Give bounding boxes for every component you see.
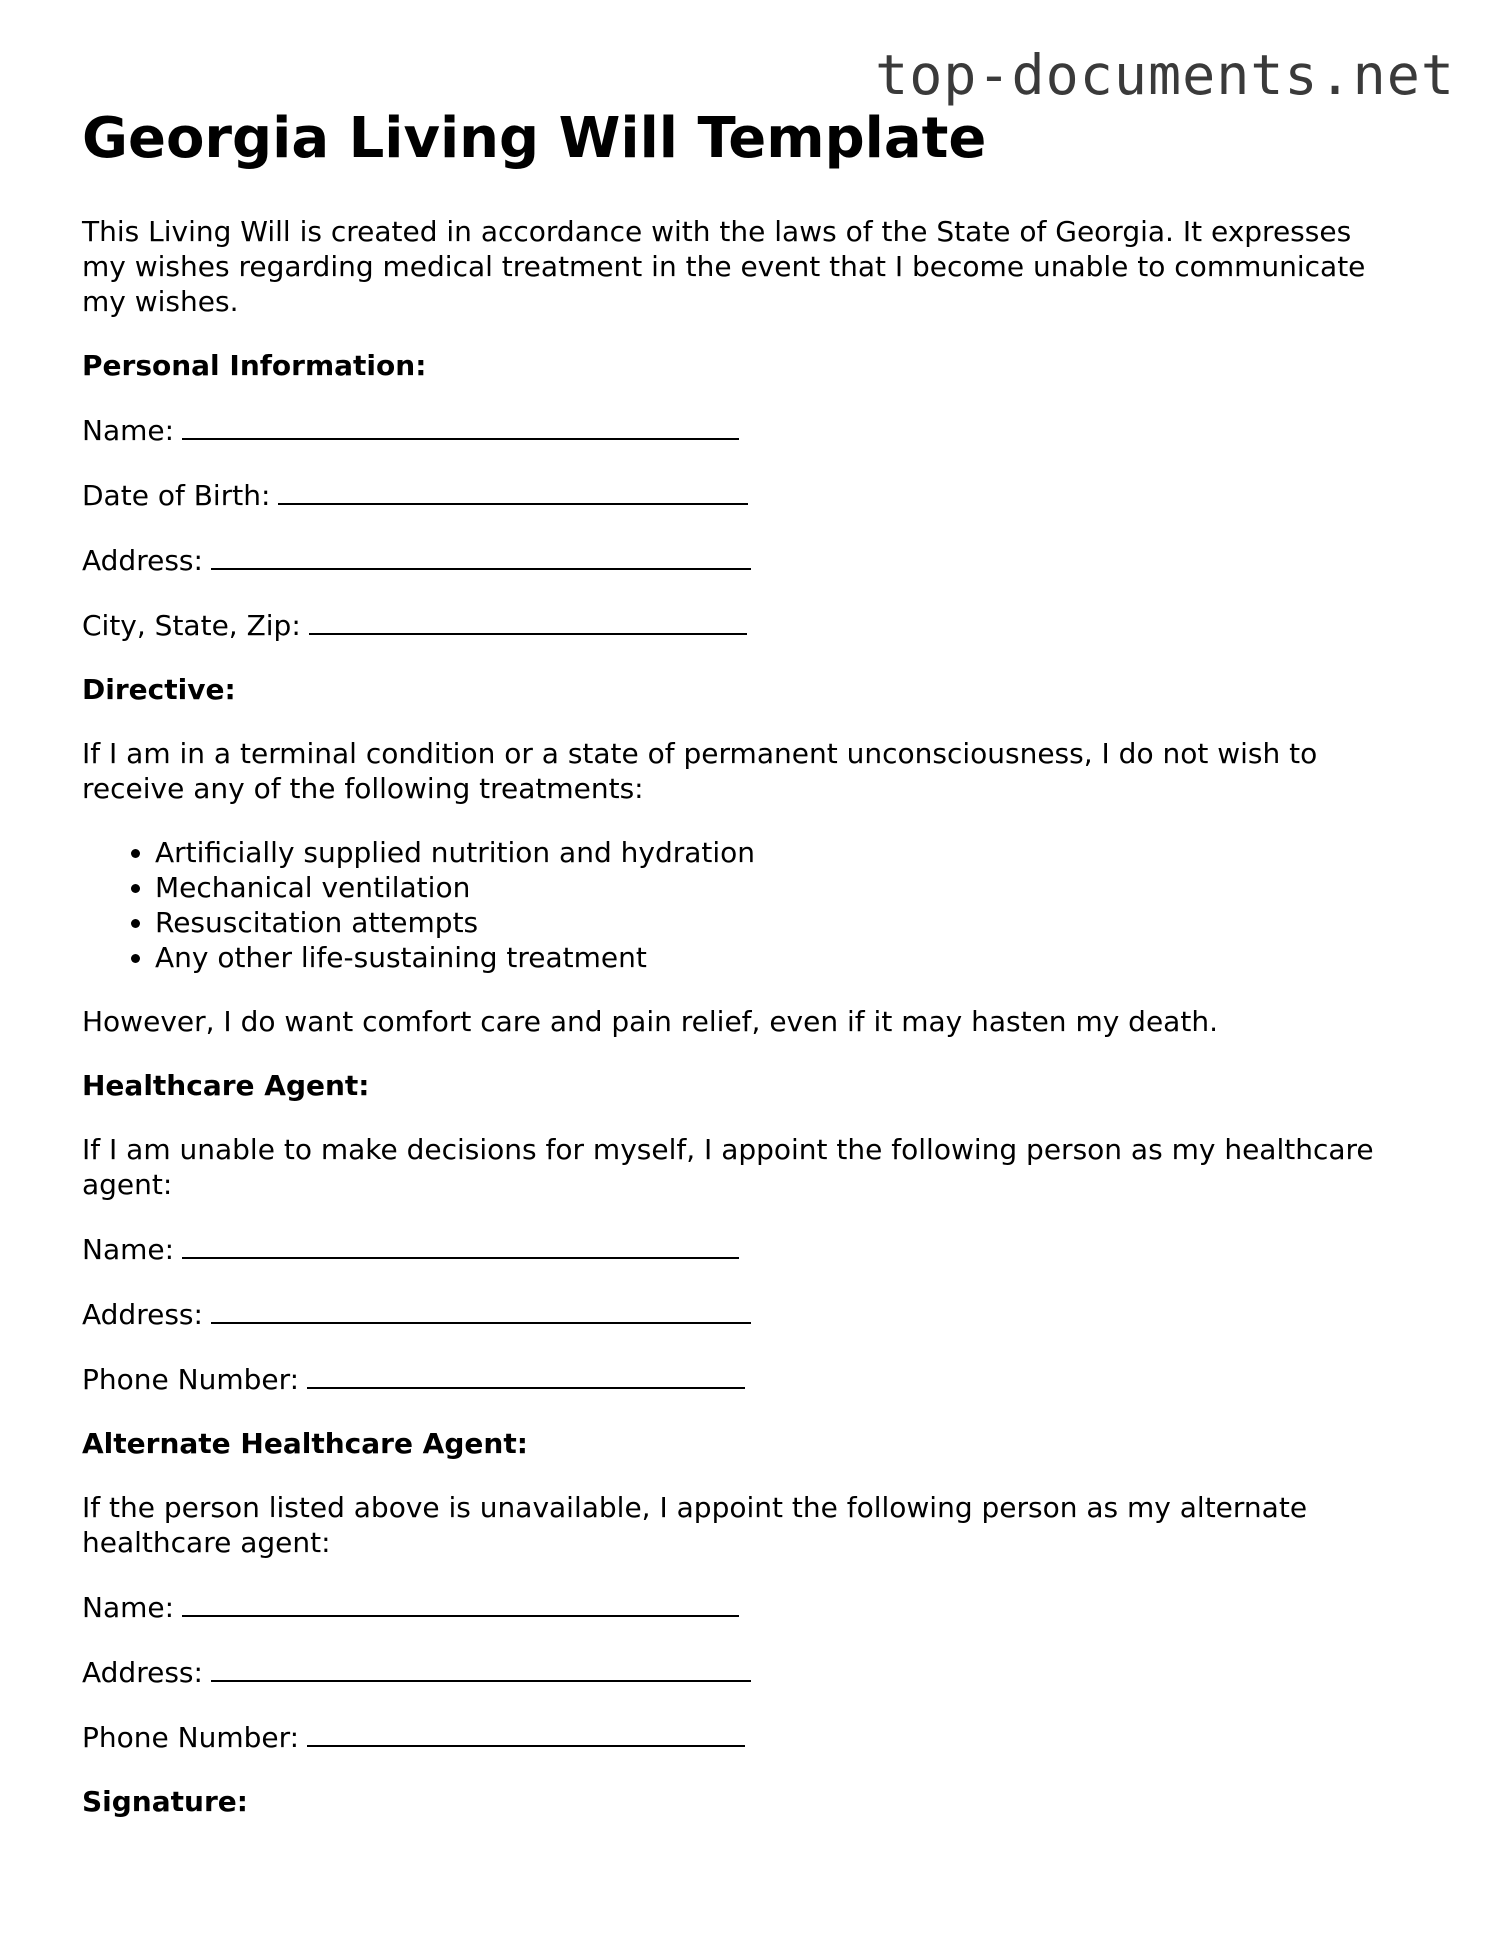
field-label: Name: (82, 1233, 175, 1266)
field-agent-phone (82, 1361, 1422, 1397)
fill-in-line-alternate-phone[interactable] (307, 1719, 745, 1747)
field-personal-address (82, 542, 1422, 578)
comfort-care-paragraph: However, I do want comfort care and pain relief, even if it may hasten my death. (82, 1005, 1218, 1038)
field-label: Address: (82, 544, 203, 577)
section-heading-healthcare-agent: Healthcare Agent: (82, 1069, 370, 1102)
field-label: Address: (82, 1298, 203, 1331)
list-item: • Mechanical ventilation (155, 870, 1422, 905)
section-heading-signature: Signature: (82, 1785, 248, 1818)
field-alternate-name (82, 1589, 1422, 1625)
fill-in-line-personal-name[interactable] (182, 412, 739, 440)
field-city-state-zip (82, 607, 1422, 643)
list-item: • Any other life-sustaining treatment (155, 940, 1422, 975)
fill-in-line-alternate-name[interactable] (182, 1589, 739, 1617)
fill-in-line-agent-phone[interactable] (307, 1361, 745, 1389)
field-alternate-address (82, 1654, 1422, 1690)
section-heading-directive: Directive: (82, 673, 236, 706)
field-date-of-birth (82, 477, 1422, 513)
field-label: Address: (82, 1656, 203, 1689)
fill-in-line-date-of-birth[interactable] (278, 477, 748, 505)
healthcare-agent-paragraph: If I am unable to make decisions for myself, I appoint the following person as my healthcare agent: (82, 1133, 1374, 1201)
list-item: • Resuscitation attempts (155, 905, 1422, 940)
watermark-site-name: top-documents.net (875, 43, 1455, 107)
field-label: Name: (82, 1591, 175, 1624)
field-agent-address (82, 1296, 1422, 1332)
list-item: • Artificially supplied nutrition and hydration (155, 835, 1422, 870)
document-page (82, 104, 1422, 1819)
field-label: Date of Birth: (82, 479, 271, 512)
field-label: Phone Number: (82, 1363, 300, 1396)
field-alternate-phone (82, 1719, 1422, 1755)
section-heading-alternate-agent: Alternate Healthcare Agent: (82, 1427, 528, 1460)
alternate-agent-paragraph: If the person listed above is unavailable, I appoint the following person as my alternate healthcare agent: (82, 1491, 1308, 1559)
intro-paragraph: This Living Will is created in accordance with the laws of the State of Georgia. It expresses my wishes regarding medical treatment in the event that I become unable to communicate my wishes. (82, 215, 1366, 318)
fill-in-line-city-state-zip[interactable] (309, 607, 747, 635)
fill-in-line-agent-name[interactable] (182, 1231, 739, 1259)
directive-paragraph: If I am in a terminal condition or a state of permanent unconsciousness, I do not wish to receive any of the following treatments: (82, 737, 1318, 805)
field-agent-name (82, 1231, 1422, 1267)
field-label: City, State, Zip: (82, 609, 301, 642)
fill-in-line-agent-address[interactable] (211, 1296, 751, 1324)
field-label: Phone Number: (82, 1721, 300, 1754)
field-label: Name: (82, 414, 175, 447)
fill-in-line-alternate-address[interactable] (211, 1654, 751, 1682)
fill-in-line-personal-address[interactable] (211, 542, 751, 570)
document-title: Georgia Living Will Template (82, 106, 987, 171)
field-personal-name (82, 412, 1422, 448)
section-heading-personal-information: Personal Information: (82, 349, 427, 382)
treatment-list (82, 835, 1422, 975)
